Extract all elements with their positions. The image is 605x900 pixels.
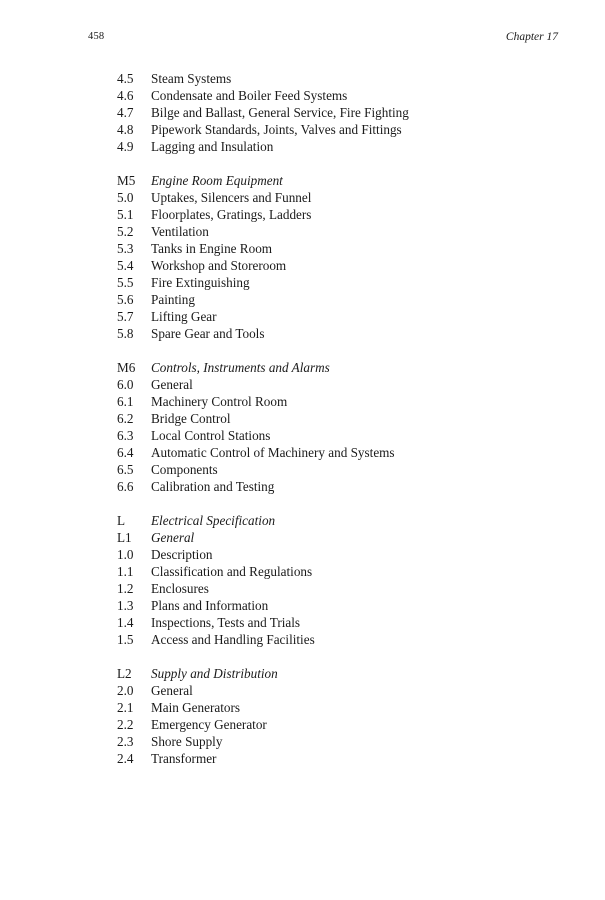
entry-title: Local Control Stations (151, 428, 271, 443)
entry-title: Steam Systems (151, 71, 232, 86)
entry-title: Access and Handling Facilities (151, 632, 315, 647)
toc-section (117, 359, 557, 495)
table-of-contents (117, 70, 557, 784)
toc-entry (117, 189, 557, 206)
entry-title: Ventilation (151, 224, 209, 239)
entry-title: Fire Extinguishing (151, 275, 250, 290)
toc-heading (117, 172, 557, 189)
entry-number: 1.5 (117, 632, 134, 647)
entry-number: M5 (117, 173, 136, 188)
toc-heading (117, 665, 557, 682)
toc-entry (117, 104, 557, 121)
entry-number: 4.9 (117, 139, 134, 154)
entry-title: Pipework Standards, Joints, Valves and Fittings (151, 122, 402, 137)
entry-number: 6.4 (117, 445, 134, 460)
entry-number: 6.5 (117, 462, 134, 477)
entry-title: General (151, 530, 195, 545)
toc-section (117, 512, 557, 648)
entry-number: 1.3 (117, 598, 134, 613)
toc-entry (117, 444, 557, 461)
toc-entry (117, 716, 557, 733)
toc-entry (117, 240, 557, 257)
toc-entry (117, 631, 557, 648)
page-number: 458 (88, 31, 105, 42)
entry-title: Calibration and Testing (151, 479, 275, 494)
toc-entry (117, 393, 557, 410)
entry-number: 6.3 (117, 428, 134, 443)
entry-title: Supply and Distribution (151, 666, 278, 681)
entry-title: Machinery Control Room (151, 394, 288, 409)
entry-title: Spare Gear and Tools (151, 326, 265, 341)
entry-title: Transformer (151, 751, 217, 766)
entry-number: 2.0 (117, 683, 134, 698)
entry-title: General (151, 377, 193, 392)
toc-entry (117, 478, 557, 495)
toc-entry (117, 325, 557, 342)
entry-number: 2.4 (117, 751, 134, 766)
entry-number: 6.6 (117, 479, 134, 494)
entry-title: General (151, 683, 193, 698)
entry-number: 1.1 (117, 564, 134, 579)
entry-title: Shore Supply (151, 734, 223, 749)
entry-number: 5.4 (117, 258, 134, 273)
entry-number: 2.1 (117, 700, 134, 715)
toc-entry (117, 274, 557, 291)
entry-number: 4.7 (117, 105, 134, 120)
entry-number: 5.7 (117, 309, 134, 324)
entry-number: 6.1 (117, 394, 134, 409)
entry-number: 4.8 (117, 122, 134, 137)
entry-title: Components (151, 462, 218, 477)
toc-heading (117, 359, 557, 376)
toc-section (117, 665, 557, 767)
entry-number: 2.2 (117, 717, 134, 732)
toc-entry (117, 546, 557, 563)
toc-entry (117, 138, 557, 155)
entry-number: 4.5 (117, 71, 134, 86)
toc-entry (117, 87, 557, 104)
toc-entry (117, 308, 557, 325)
entry-title: Description (151, 547, 213, 562)
entry-number: L1 (117, 530, 132, 545)
entry-number: 5.8 (117, 326, 134, 341)
entry-number: L2 (117, 666, 132, 681)
toc-section (117, 70, 557, 155)
entry-number: 4.6 (117, 88, 134, 103)
entry-title: Classification and Regulations (151, 564, 313, 579)
entry-title: Enclosures (151, 581, 209, 596)
entry-number: L (117, 513, 126, 528)
entry-number: 1.4 (117, 615, 134, 630)
toc-entry (117, 70, 557, 87)
entry-title: Controls, Instruments and Alarms (151, 360, 330, 375)
entry-title: Condensate and Boiler Feed Systems (151, 88, 348, 103)
entry-number: 6.2 (117, 411, 134, 426)
entry-title: Engine Room Equipment (151, 173, 283, 188)
entry-title: Emergency Generator (151, 717, 267, 732)
toc-entry (117, 121, 557, 138)
entry-title: Floorplates, Gratings, Ladders (151, 207, 312, 222)
entry-number: M6 (117, 360, 136, 375)
toc-heading (117, 512, 557, 529)
entry-number: 5.0 (117, 190, 134, 205)
entry-number: 5.3 (117, 241, 134, 256)
toc-entry (117, 376, 557, 393)
entry-title: Lifting Gear (151, 309, 217, 324)
entry-title: Inspections, Tests and Trials (151, 615, 301, 630)
toc-entry (117, 699, 557, 716)
toc-heading (117, 529, 557, 546)
entry-title: Bridge Control (151, 411, 231, 426)
toc-entry (117, 563, 557, 580)
toc-entry (117, 733, 557, 750)
entry-number: 5.6 (117, 292, 134, 307)
entry-title: Bilge and Ballast, General Service, Fire Fighting (151, 105, 409, 120)
toc-entry (117, 427, 557, 444)
entry-title: Automatic Control of Machinery and Systems (151, 445, 395, 460)
entry-number: 1.0 (117, 547, 134, 562)
chapter-label: Chapter 17 (505, 31, 558, 43)
entry-number: 5.5 (117, 275, 134, 290)
entry-title: Lagging and Insulation (151, 139, 274, 154)
toc-entry (117, 682, 557, 699)
entry-number: 5.2 (117, 224, 134, 239)
toc-entry (117, 597, 557, 614)
entry-title: Workshop and Storeroom (151, 258, 287, 273)
toc-entry (117, 223, 557, 240)
entry-number: 1.2 (117, 581, 134, 596)
entry-title: Electrical Specification (151, 513, 276, 528)
entry-number: 5.1 (117, 207, 134, 222)
toc-entry (117, 750, 557, 767)
toc-section (117, 172, 557, 342)
entry-title: Painting (151, 292, 195, 307)
toc-entry (117, 410, 557, 427)
toc-entry (117, 461, 557, 478)
entry-number: 2.3 (117, 734, 134, 749)
toc-entry (117, 206, 557, 223)
entry-title: Tanks in Engine Room (151, 241, 273, 256)
toc-entry (117, 580, 557, 597)
entry-title: Main Generators (151, 700, 240, 715)
entry-title: Uptakes, Silencers and Funnel (151, 190, 312, 205)
toc-entry (117, 291, 557, 308)
toc-entry (117, 614, 557, 631)
entry-number: 6.0 (117, 377, 134, 392)
toc-entry (117, 257, 557, 274)
entry-title: Plans and Information (151, 598, 269, 613)
